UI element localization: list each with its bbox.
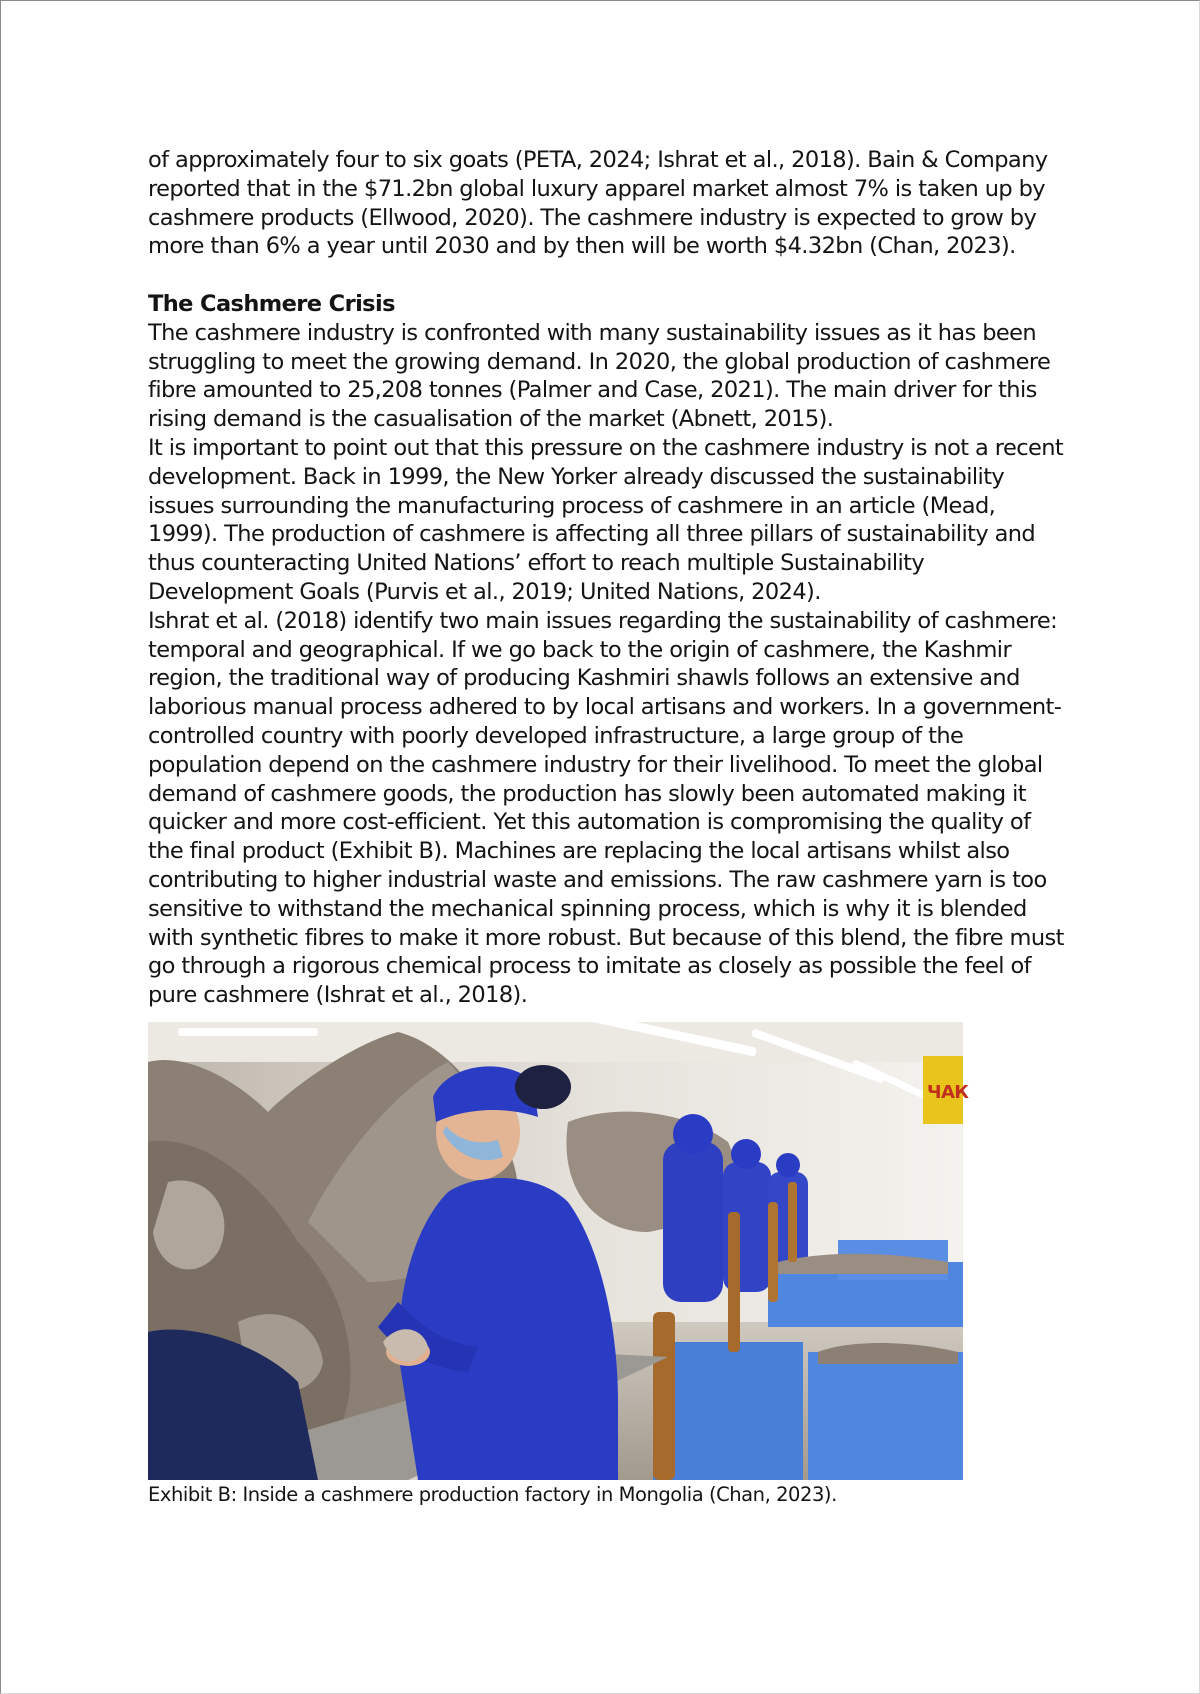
document-body [148, 146, 1068, 1507]
paragraph-gap [148, 261, 1068, 290]
intro-paragraph: of approximately four to six goats (PETA, 2024; Ishrat et al., 2018). Bain & Company reported that in the $71.2bn global luxury apparel market almost 7% is taken up by cashmere products (Ellwood, 2020). The cashmere industry is expected to grow by more than 6% a year until 2030 and by then will be worth $4.32bn (Chan, 2023). [148, 147, 1048, 260]
exhibit-figure [148, 1022, 969, 1507]
body-paragraph: It is important to point out that this pressure on the cashmere industry is not a recent development. Back in 1999, the New Yorker already discussed the sustainability issues surrounding the manufacturing process of cashmere in an article (Mead, 1999). The production of cashmere is affecting all three pillars of sustainability and thus counteracting United Nations’ effort to reach multiple Sustainability Development Goals (Purvis et al., 2019; United Nations, 2024). [148, 434, 1064, 605]
body-paragraph: Ishrat et al. (2018) identify two main issues regarding the sustainability of cashmere: temporal and geographical. If we go back to the origin of cashmere, the Kashmir region, the traditional way of producing Kashmiri shawls follows an extensive and laborious manual process adhered to by local artisans and workers. In a government-controlled country with poorly developed infrastructure, a large group of the population depend on the cashmere industry for their livelihood. To meet the global demand of cashmere goods, the production has slowly been automated making it quicker and more cost-efficient. Yet this automation is compromising the quality of the final product (Exhibit B). Machines are replacing the local artisans whilst also contributing to higher industrial waste and emissions. The raw cashmere yarn is too sensitive to withstand the mechanical spinning process, which is why it is blended with synthetic fibres to make it more robust. But because of this blend, the fibre must go through a rigorous chemical process to imitate as closely as possible the feel of pure cashmere (Ishrat et al., 2018). [148, 607, 1064, 1009]
figure-caption: Exhibit B: Inside a cashmere production factory in Mongolia (Chan, 2023). [148, 1482, 837, 1506]
section-heading: The Cashmere Crisis [148, 290, 395, 317]
wall-sign [923, 1056, 969, 1124]
svg-text:ЧАК: ЧАК [927, 1081, 969, 1103]
factory-photo [148, 1022, 969, 1480]
body-paragraph: The cashmere industry is confronted with many sustainability issues as it has been struggling to meet the growing demand. In 2020, the global production of cashmere fibre amounted to 25,208 tonnes (Palmer and Case, 2021). The main driver for this rising demand is the casualisation of the market (Abnett, 2015). [148, 319, 1051, 433]
